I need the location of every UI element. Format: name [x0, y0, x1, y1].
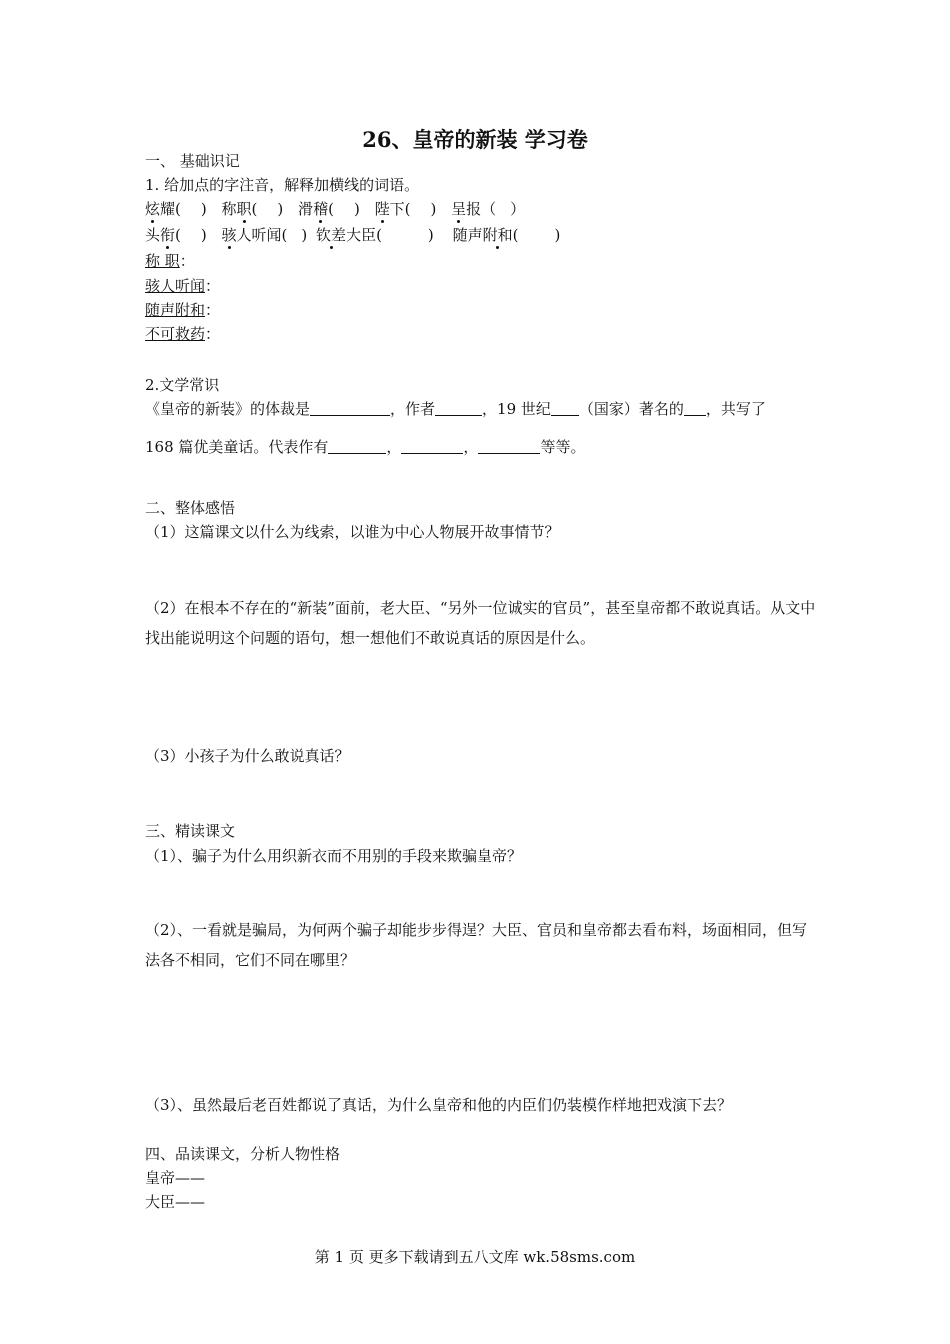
section1-question1: 1. 给加点的字注音，解释加横线的词语。 — [145, 176, 420, 194]
pinyin-item: 随声附和( ) — [452, 226, 561, 244]
page-footer: 第 1 页 更多下载请到五八文库 wk.58sms.com — [314, 1248, 636, 1266]
pinyin-item: 头衔( ) — [145, 226, 207, 244]
pinyin-item: 炫耀( ) — [145, 200, 207, 218]
fill-blank[interactable] — [401, 438, 463, 454]
fill-blank[interactable] — [551, 400, 579, 416]
fill-blank[interactable] — [435, 400, 482, 416]
pinyin-item: 骇人听闻( ) — [221, 226, 308, 244]
fill-blank[interactable] — [328, 438, 386, 454]
section4-heading: 四、品读课文，分析人物性格 — [145, 1145, 341, 1163]
section2-heading: 二、整体感悟 — [145, 499, 236, 517]
section2-question1: （1）这篇课文以什么为线索，以谁为中心人物展开故事情节？ — [145, 523, 560, 541]
section2-question3: （3）小孩子为什么敢说真话？ — [145, 747, 350, 765]
fill-blank[interactable] — [684, 400, 706, 416]
pinyin-item: 钦差大臣( ) — [316, 226, 434, 244]
pinyin-row-1 — [145, 198, 525, 220]
pinyin-item: 称职( ) — [221, 200, 284, 218]
pinyin-item: 滑稽( ) — [298, 200, 360, 218]
term-3: 随声附和： — [145, 301, 221, 319]
section3-question2: （2）、一看就是骗局，为何两个骗子却能步步得逞？大臣、官员和皇帝都去看布料，场面相同，但写法各不相同，它们不同在哪里？ — [145, 921, 808, 969]
section3-heading: 三、精读课文 — [145, 822, 236, 840]
document-title: 26、皇帝的新装 学习卷 — [362, 127, 588, 152]
term-2: 骇人听闻： — [145, 277, 221, 295]
literature-heading: 2.文学常识 — [145, 376, 220, 394]
fill-blank[interactable] — [310, 400, 390, 416]
pinyin-row-2 — [145, 224, 560, 246]
section3-question1: （1）、骗子为什么用织新衣而不用别的手段来欺骗皇帝？ — [145, 847, 523, 865]
character-emperor: 皇帝—— — [145, 1169, 206, 1187]
section3-question3: （3）、虽然最后老百姓都说了真话，为什么皇帝和他的内臣们仍装模作样地把戏演下去？ — [145, 1096, 733, 1114]
character-minister: 大臣—— — [145, 1193, 206, 1211]
fill-blank[interactable] — [478, 438, 540, 454]
literature-line-1: 《皇帝的新装》的体裁是 ，作者 ，19 世纪 （国家）著名的 ，共写了 — [145, 400, 766, 418]
pinyin-item: 陛下( ) — [374, 200, 437, 218]
section1-heading: 一、 基础识记 — [145, 152, 240, 170]
term-4: 不可救药： — [145, 325, 221, 343]
term-1: 称 职： — [145, 252, 195, 270]
pinyin-item: 呈报（ ） — [451, 200, 526, 218]
literature-line-2: 168 篇优美童话。代表作有 ， ， 等等。 — [145, 438, 586, 456]
section2-question2: （2）在根本不存在的“新装”面前，老大臣、“另外一位诚实的官员”，甚至皇帝都不敢说真话。从文中找出能说明这个问题的语句，想一想他们不敢说真话的原因是什么。 — [145, 599, 816, 647]
